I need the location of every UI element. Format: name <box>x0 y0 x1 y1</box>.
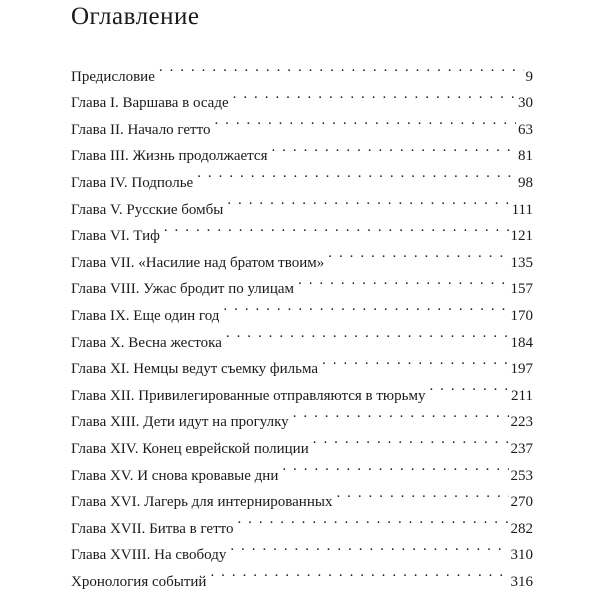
toc-entry-title: Глава V. Русские бомбы <box>71 201 224 218</box>
toc-entry-title: Глава I. Варшава в осаде <box>71 95 229 112</box>
dot-leader <box>336 480 508 507</box>
toc-entry-title: Глава VI. Тиф <box>71 228 160 245</box>
toc-entry-title: Глава VII. «Насилие над братом твоим» <box>71 254 325 271</box>
toc-entry-title: Глава IX. Еще один год <box>71 307 220 324</box>
toc-entry-page: 63 <box>518 121 533 138</box>
toc-entry-page: 197 <box>510 361 533 378</box>
dot-leader <box>197 160 516 187</box>
dot-leader <box>293 400 509 427</box>
dot-leader <box>233 81 516 108</box>
dot-leader <box>237 506 508 533</box>
toc-entry-title: Глава VIII. Ужас бродит по улицам <box>71 281 295 298</box>
toc-entry-title: Глава IV. Подполье <box>71 174 194 191</box>
toc-entry-title: Глава X. Весна жестока <box>71 334 222 351</box>
toc-entry-page: 184 <box>510 334 533 351</box>
toc-entry-page: 211 <box>511 387 533 404</box>
toc-entry-page: 111 <box>511 201 533 218</box>
dot-leader <box>271 134 516 161</box>
dot-leader <box>230 533 508 560</box>
dot-leader <box>282 453 508 480</box>
toc-entry-title: Глава XIV. Конец еврейской полиции <box>71 440 309 457</box>
toc-entry-page: 310 <box>510 547 533 564</box>
dot-leader <box>298 267 508 294</box>
toc-entry-title: Глава XI. Немцы ведут съемку фильма <box>71 361 319 378</box>
toc-entry-title: Глава XV. И снова кровавые дни <box>71 467 279 484</box>
toc-entry-title: Глава XVII. Битва в гетто <box>71 520 234 537</box>
toc-entry-page: 30 <box>518 95 533 112</box>
toc-entry-title: Хронология событий <box>71 573 207 590</box>
dot-leader <box>313 426 509 453</box>
dot-leader <box>214 107 516 134</box>
toc-list <box>71 54 533 590</box>
toc-entry-page: 9 <box>525 68 533 85</box>
toc-entry-title: Предисловие <box>71 68 155 85</box>
dot-leader <box>227 187 509 214</box>
toc-entry-page: 270 <box>510 494 533 511</box>
toc-entry <box>71 54 533 85</box>
toc-entry-page: 135 <box>510 254 533 271</box>
toc-entry-page: 237 <box>510 440 533 457</box>
dot-leader <box>322 347 508 374</box>
dot-leader <box>226 320 509 347</box>
toc-entry-page: 98 <box>518 174 533 191</box>
toc-entry-title: Глава XVIII. На свободу <box>71 547 227 564</box>
toc-entry-title: Глава II. Начало гетто <box>71 121 211 138</box>
toc-entry-title: Глава XIII. Дети идут на прогулку <box>71 414 289 431</box>
toc-entry-page: 81 <box>518 148 533 165</box>
toc-entry-page: 223 <box>510 414 533 431</box>
toc-entry-page: 282 <box>510 520 533 537</box>
dot-leader <box>328 240 508 267</box>
page-title: Оглавление <box>71 3 200 30</box>
toc-entry-page: 170 <box>510 307 533 324</box>
dot-leader <box>164 214 509 241</box>
toc-entry-title: Глава XII. Привилегированные отправляются в тюрьму <box>71 387 426 404</box>
dot-leader <box>159 54 524 81</box>
toc-entry-title: Глава XVI. Лагерь для интернированных <box>71 494 333 511</box>
toc-entry-page: 316 <box>510 573 533 590</box>
toc-entry-title: Глава III. Жизнь продолжается <box>71 148 268 165</box>
toc-entry-page: 157 <box>510 281 533 298</box>
toc-entry-page: 253 <box>510 467 533 484</box>
toc-entry-page: 121 <box>510 228 533 245</box>
dot-leader <box>223 293 508 320</box>
dot-leader <box>210 559 508 586</box>
dot-leader <box>429 373 509 400</box>
